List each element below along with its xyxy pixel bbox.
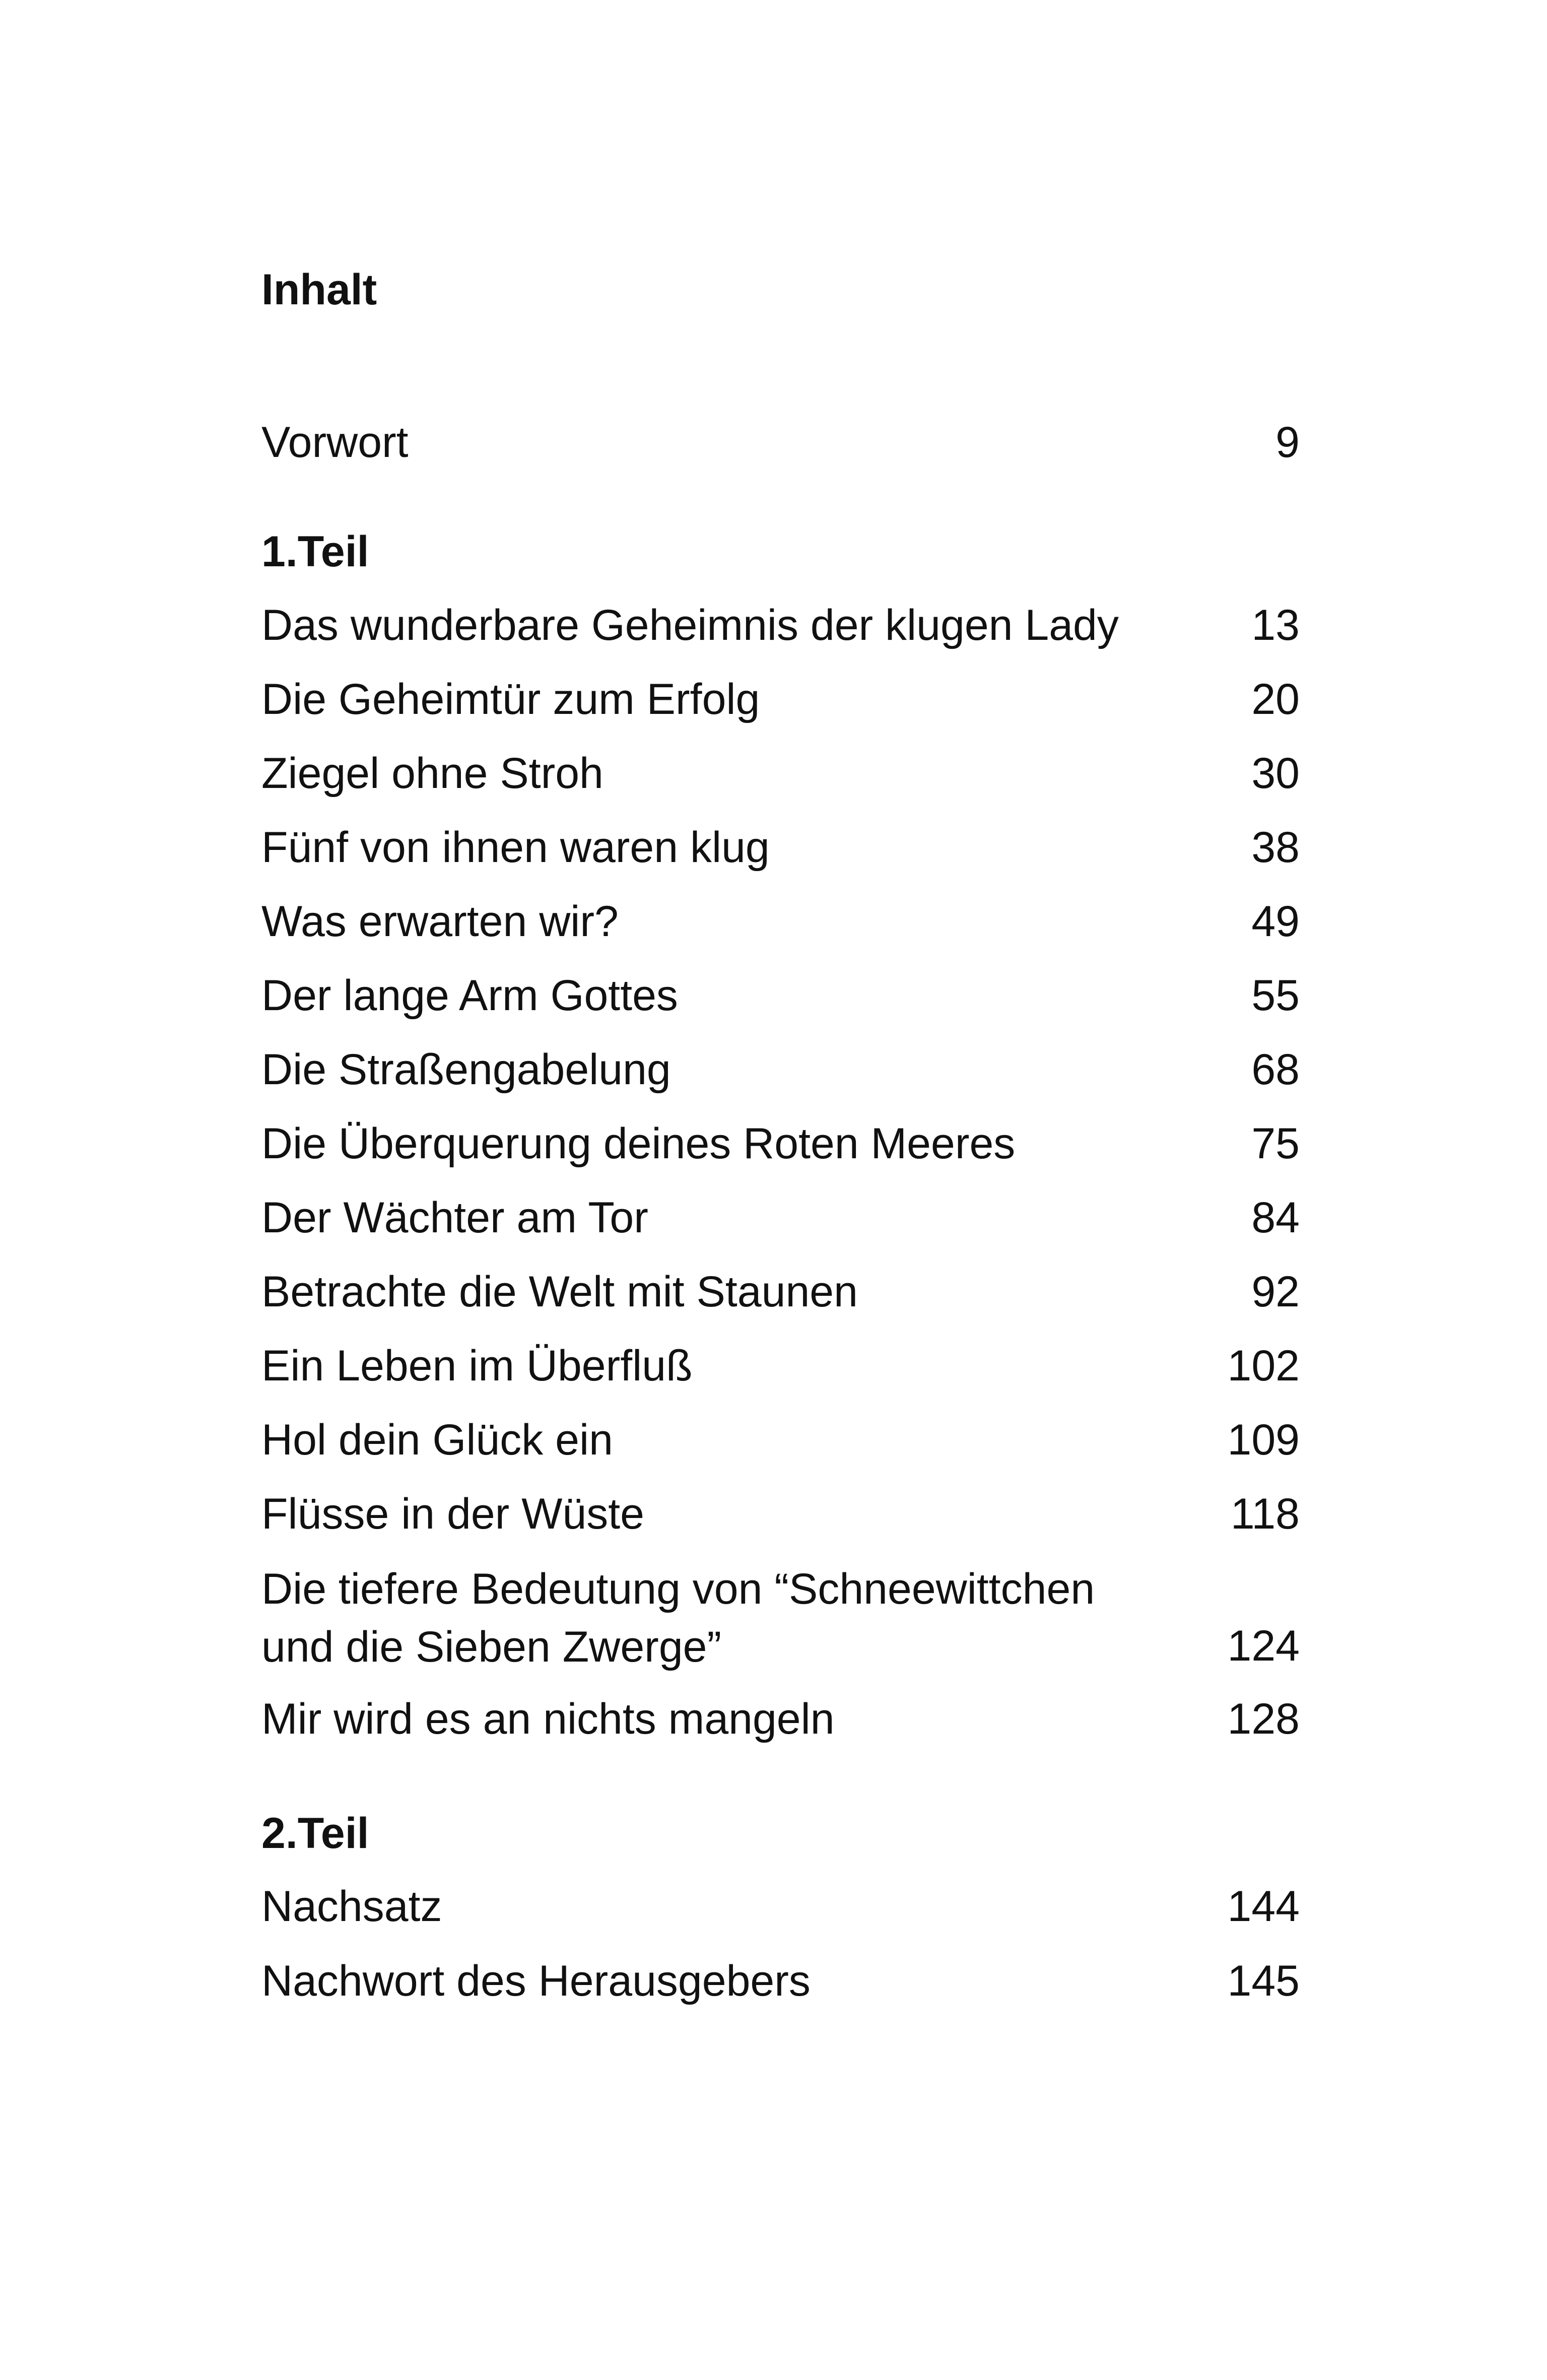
toc-entry-page-number: 144: [1227, 1882, 1300, 1931]
toc-entry: [261, 1264, 1300, 1319]
toc-entry-page-number: 102: [1227, 1342, 1300, 1390]
toc-entry-page-number: 145: [1227, 1957, 1300, 2005]
toc-entry: [261, 1953, 1300, 2009]
toc-entry: [261, 1560, 1300, 1674]
toc-entry-title: Nachsatz: [261, 1882, 442, 1931]
toc-entry: [261, 1338, 1300, 1394]
toc-entry-page-number: 118: [1230, 1490, 1300, 1538]
toc-entry-title: Fünf von ihnen waren klug: [261, 823, 770, 872]
toc-entry-page-number: 124: [1227, 1622, 1300, 1670]
toc-entry-page-number: 92: [1251, 1268, 1300, 1316]
toc-entry-title-line: Die tiefere Bedeutung von “Schneewittchen: [261, 1565, 1095, 1613]
toc-entry-title: Was erwarten wir?: [261, 897, 619, 946]
toc-entry-page-number: 109: [1227, 1416, 1300, 1464]
toc-entry-page-number: 84: [1251, 1194, 1300, 1242]
toc-entry: [261, 1691, 1300, 1747]
toc-entry-page-number: 55: [1251, 971, 1300, 1020]
toc-entry-title: Der lange Arm Gottes: [261, 971, 678, 1020]
toc-entry: [261, 1879, 1300, 1934]
toc-entry: [261, 1116, 1300, 1171]
toc-entry-page-number: 9: [1275, 418, 1300, 467]
toc-entry: [261, 746, 1300, 801]
toc-entry-title: Ziegel ohne Stroh: [261, 749, 603, 798]
toc-entry: [261, 1412, 1300, 1468]
toc-entry-title: Die Straßengabelung: [261, 1045, 671, 1094]
page-title: Inhalt: [261, 266, 377, 314]
toc-entry-title: Die Geheimtür zum Erfolg: [261, 675, 760, 723]
toc-entry-page-number: 68: [1251, 1045, 1300, 1094]
toc-entry-title-line: und die Sieben Zwerge”: [261, 1623, 722, 1671]
toc-entry: [261, 894, 1300, 949]
toc-entry-page-number: 128: [1227, 1695, 1300, 1743]
toc-entry-page-number: 30: [1251, 749, 1300, 798]
toc-entry: [261, 820, 1300, 875]
toc-entry-title: Der Wächter am Tor: [261, 1194, 648, 1242]
part-1-heading: 1.Teil: [261, 527, 369, 576]
toc-entry-page-number: 38: [1251, 823, 1300, 872]
toc-entry-preface: [261, 415, 1300, 470]
toc-entry-title: Betrachte die Welt mit Staunen: [261, 1268, 858, 1316]
toc-entry: [261, 598, 1300, 653]
toc-entry-page-number: 13: [1251, 601, 1300, 649]
toc-entry-title: Das wunderbare Geheimnis der klugen Lady: [261, 601, 1119, 649]
toc-entry-title: Flüsse in der Wüste: [261, 1490, 644, 1538]
toc-entry: [261, 1190, 1300, 1245]
toc-entry-title: Hol dein Glück ein: [261, 1416, 613, 1464]
toc-entry-title: Ein Leben im Überfluß: [261, 1342, 693, 1390]
part-2-heading: 2.Teil: [261, 1809, 369, 1858]
toc-entry-title: Die Überquerung deines Roten Meeres: [261, 1119, 1016, 1168]
toc-entry-page-number: 75: [1251, 1119, 1300, 1168]
toc-entry-page-number: 20: [1251, 675, 1300, 723]
toc-entry: [261, 1042, 1300, 1097]
toc-entry: [261, 1486, 1300, 1542]
toc-entry-title: Mir wird es an nichts mangeln: [261, 1695, 835, 1743]
toc-entry: [261, 672, 1300, 727]
toc-entry-title: [261, 1560, 1095, 1676]
toc-entry-title: Nachwort des Herausgebers: [261, 1957, 811, 2005]
toc-entry-title: Vorwort: [261, 418, 409, 467]
toc-entry-page-number: 49: [1251, 897, 1300, 946]
toc-entry: [261, 968, 1300, 1023]
